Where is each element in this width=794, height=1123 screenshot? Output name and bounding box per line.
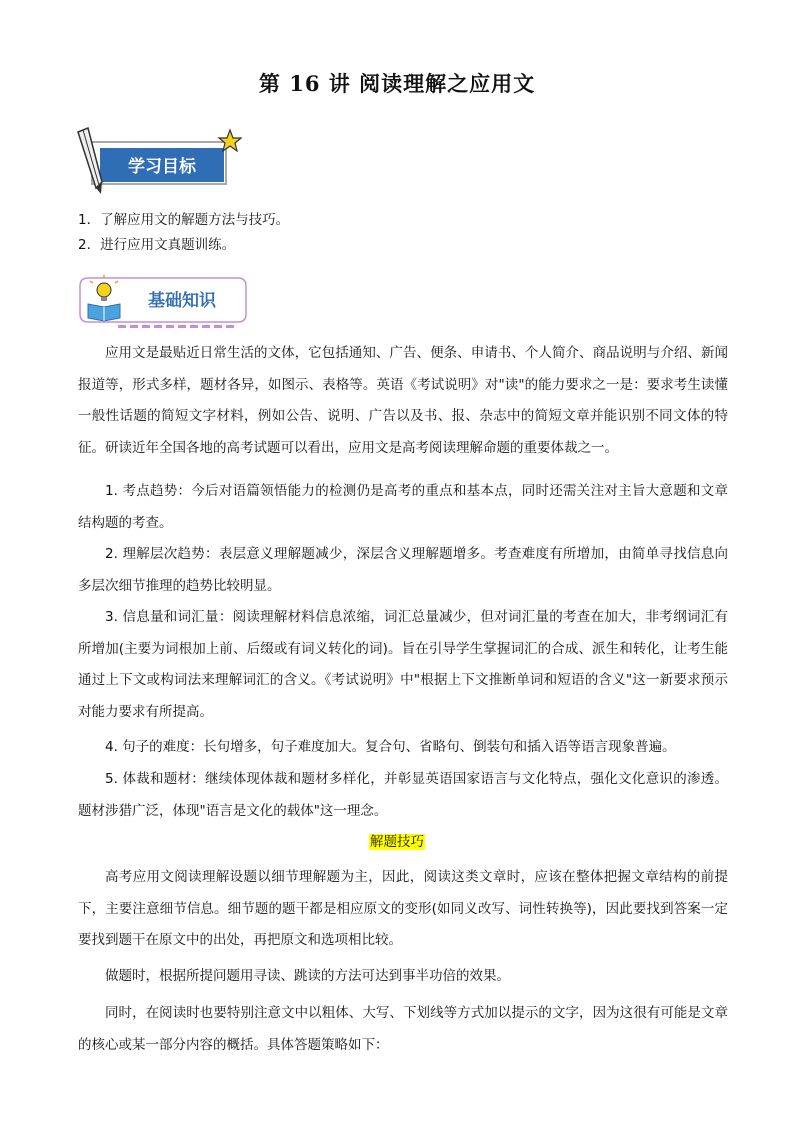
book-icon: [88, 304, 120, 321]
tips-heading-wrap: [0, 832, 794, 852]
point-paragraph: 5. 体裁和题材：继续体现体裁和题材多样化，并彰显英语国家语言与文化特点，强化文化意识的渗透。题材涉猎广泛，体现"语言是文化的载体"这一理念。: [78, 771, 728, 819]
basic-knowledge-badge-graphic: [78, 272, 250, 330]
point-paragraph: 3. 信息量和词汇量：阅读理解材料信息浓缩，词汇总量减少，但对词汇量的考查在加大，非考纲词汇有所增加(主要为词根加上前、后缀或有词义转化的词)。旨在引导学生掌握词汇的合成、派生和转化，让考生能通过上下文或构词法来理解词汇的含义。《考试说明》中"根据上下文推断单词和短语的含义"这一新要求预示对能力要求有所提高。: [78, 609, 728, 720]
point-paragraph: 4. 句子的难度：长句增多，句子难度加大。复合句、省略句、倒装句和插入语等语言现象普遍。: [105, 739, 676, 755]
goal-item: 1．了解应用文的解题方法与技巧。: [78, 212, 290, 228]
learning-goals-badge-graphic: [72, 122, 242, 194]
goal-item: 2．进行应用文真题训练。: [78, 237, 236, 253]
intro-paragraph: 应用文是最贴近日常生活的文体，它包括通知、广告、便条、申请书、个人简介、商品说明与介绍、新闻报道等，形式多样，题材各异，如图示、表格等。英语《考试说明》对"读"的能力要求之一是：要求考生读懂一般性话题的简短文字材料，例如公告、说明、广告以及书、报、杂志中的简短文章并能识别不同文体的特征。研读近年全国各地的高考试题可以看出，应用文是高考阅读理解命题的重要体裁之一。: [78, 345, 728, 456]
tips-heading: 解题技巧: [370, 834, 424, 850]
basic-knowledge-label: 基础知识: [148, 291, 216, 311]
basic-knowledge-badge: [78, 272, 250, 330]
tips-paragraph: 做题时，根据所提问题用寻读、跳读的方法可达到事半功倍的效果。: [105, 968, 510, 984]
point-paragraph: 1. 考点趋势：今后对语篇领悟能力的检测仍是高考的重点和基本点，同时还需关注对主旨大意题和文章结构题的考查。: [78, 483, 728, 531]
learning-goals-label: 学习目标: [128, 157, 196, 177]
tips-paragraph: 高考应用文阅读理解设题以细节理解题为主，因此，阅读这类文章时，应该在整体把握文章结构的前提下，主要注意细节信息。细节题的题干都是相应原文的变形(如同义改写、词性转换等)，因此要找到答案一定要找到题干在原文中的出处，再把原文和选项相比较。: [78, 869, 728, 948]
point-paragraph: 2. 理解层次趋势：表层意义理解题减少，深层含义理解题增多。考查难度有所增加，由简单寻找信息向多层次细节推理的趋势比较明显。: [78, 546, 728, 594]
tips-paragraph: 同时，在阅读时也要特别注意文中以粗体、大写、下划线等方式加以提示的文字，因为这很有可能是文章的核心或某一部分内容的概括。具体答题策略如下：: [78, 1005, 728, 1053]
learning-goals-badge: [72, 122, 242, 194]
page-title: 第 16 讲 阅读理解之应用文: [258, 71, 536, 96]
